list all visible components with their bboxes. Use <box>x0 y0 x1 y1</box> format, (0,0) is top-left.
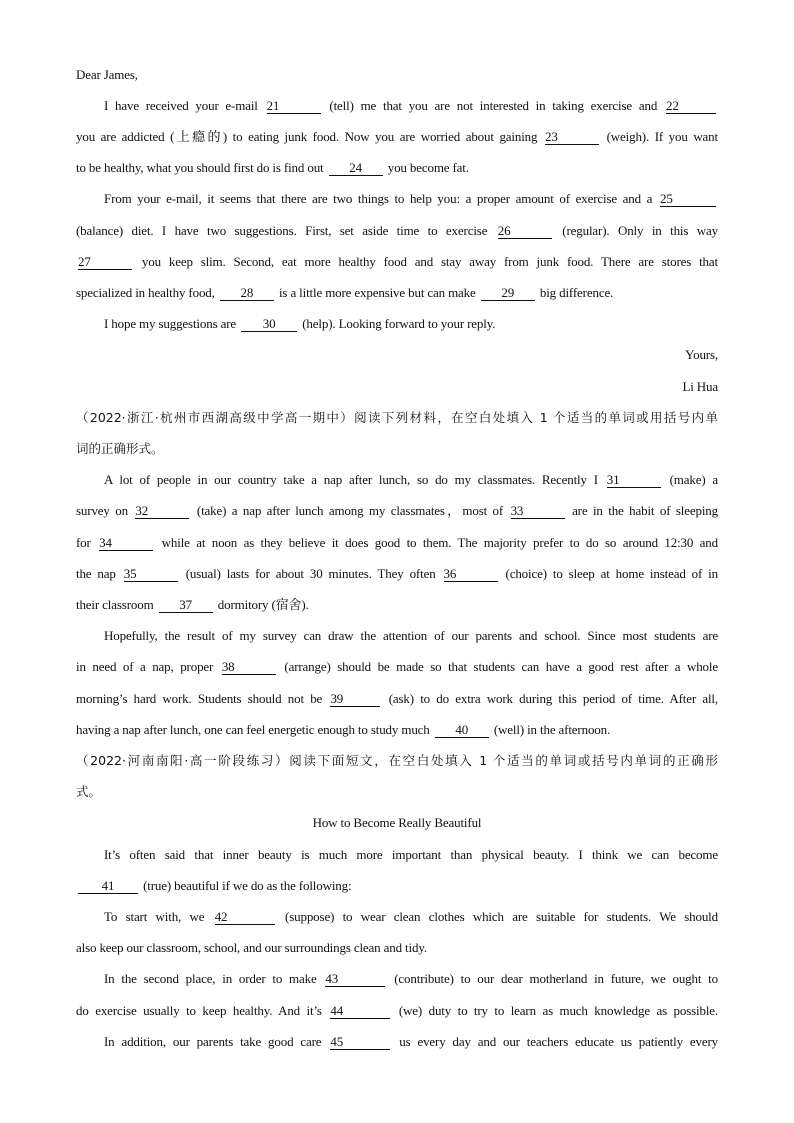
section3-p3-line2: do exercise usually to keep healthy. And it’s 44 (we) duty to try to learn as much knowledge as possible. <box>76 1003 719 1018</box>
blank-32: 32 <box>135 503 189 519</box>
letter-p2-line4: specialized in healthy food, 28 is a little more expensive but can make 29 big difference. <box>76 285 614 300</box>
letter-p1-line2: you are addicted (上瘾的) to eating junk food. Now you are worried about gaining 23 (weigh). If you want <box>76 129 718 144</box>
blank-29: 29 <box>481 285 535 301</box>
blank-45: 45 <box>330 1034 390 1050</box>
blank-34: 34 <box>99 535 153 551</box>
section3-header-line1: （2022·河南南阳·高一阶段练习）阅读下面短文，在空白处填入 1 个适当的单词或括号内单词的正确形 <box>76 753 718 768</box>
blank-27: 27 <box>78 254 132 270</box>
blank-38: 38 <box>222 659 276 675</box>
blank-37: 37 <box>159 597 213 613</box>
letter-signature: Li Hua <box>682 379 718 394</box>
section2-p2-line3: morning’s hard work. Students should not be 39 (ask) to do extra work during this period of time. After all, <box>76 691 718 706</box>
section3-p4-line1: In addition, our parents take good care 45 us every day and our teachers educate us patiently every <box>104 1034 718 1049</box>
letter-greeting: Dear James, <box>76 67 138 82</box>
section2-p1-line3: for 34 while at noon as they believe it does good to them. The majority prefer to do so around 12:30 and <box>76 535 718 550</box>
letter-p2-line2: (balance) diet. I have two suggestions. First, set aside time to exercise 26 (regular). Only in this way <box>76 223 718 238</box>
section2-p2-line1: Hopefully, the result of my survey can draw the attention of our parents and school. Since most students are <box>104 628 718 643</box>
blank-42: 42 <box>215 909 275 925</box>
blank-28: 28 <box>220 285 274 301</box>
letter-p3: I hope my suggestions are 30 (help). Looking forward to your reply. <box>104 316 496 331</box>
section3-title: How to Become Really Beautiful <box>312 815 482 830</box>
section3-header-line2: 式。 <box>76 784 102 799</box>
letter-p1-line1: I have received your e-mail 21 (tell) me that you are not interested in taking exercise and 22 <box>104 96 718 116</box>
letter-p2-line1: From your e-mail, it seems that there are two things to help you: a proper amount of exercise and a 25 <box>104 189 718 209</box>
section2-p1-line5: their classroom 37 dormitory (宿舍). <box>76 597 309 612</box>
letter-p1-line3: to be healthy, what you should first do is find out 24 you become fat. <box>76 160 469 175</box>
letter-p2-line3: 27 you keep slim. Second, eat more healthy food and stay away from junk food. There are stores that <box>78 254 718 269</box>
blank-23: 23 <box>545 129 599 145</box>
blank-33: 33 <box>511 503 565 519</box>
blank-24: 24 <box>329 160 383 176</box>
blank-25: 25 <box>660 191 716 207</box>
letter-closing: Yours, <box>685 347 718 362</box>
section3-p2-line1: To start with, we 42 (suppose) to wear clean clothes which are suitable for students. We should <box>104 909 718 924</box>
blank-39: 39 <box>330 691 380 707</box>
section2-p1-line1: A lot of people in our country take a nap after lunch, so do my classmates. Recently I 31 (make) a <box>104 472 718 487</box>
section3-p3-line1: In the second place, in order to make 43 (contribute) to our dear motherland in future, we ought to <box>104 971 718 986</box>
blank-44: 44 <box>330 1003 390 1019</box>
blank-43: 43 <box>325 971 385 987</box>
section3-p1-line2: 41 (true) beautiful if we do as the following: <box>76 876 718 896</box>
blank-40: 40 <box>435 722 489 738</box>
section3-p2-line2: also keep our classroom, school, and our surroundings clean and tidy. <box>76 940 427 955</box>
blank-26: 26 <box>498 223 552 239</box>
section2-header-line2: 词的正确形式。 <box>76 441 164 456</box>
section2-header-line1: （2022·浙江·杭州市西湖高级中学高一期中）阅读下列材料，在空白处填入 1 个适当的单词或用括号内单 <box>76 410 718 425</box>
blank-31: 31 <box>607 472 661 488</box>
blank-36: 36 <box>444 566 498 582</box>
section2-p1-line2: survey on 32 (take) a nap after lunch among my classmates，most of 33 are in the habit of sleeping <box>76 503 718 518</box>
blank-22: 22 <box>666 98 716 114</box>
blank-30: 30 <box>241 316 297 332</box>
section2-p2-line4: having a nap after lunch, one can feel energetic enough to study much 40 (well) in the afternoon. <box>76 722 611 737</box>
section2-p2-line2: in need of a nap, proper 38 (arrange) should be made so that students can have a good rest after a whole <box>76 659 718 674</box>
blank-21: 21 <box>267 98 321 114</box>
blank-41: 41 <box>78 878 138 894</box>
blank-35: 35 <box>124 566 178 582</box>
section2-p1-line4: the nap 35 (usual) lasts for about 30 minutes. They often 36 (choice) to sleep at home instead of in <box>76 566 718 581</box>
section3-p1-line1: It’s often said that inner beauty is much more important than physical beauty. I think we can become <box>104 847 718 862</box>
